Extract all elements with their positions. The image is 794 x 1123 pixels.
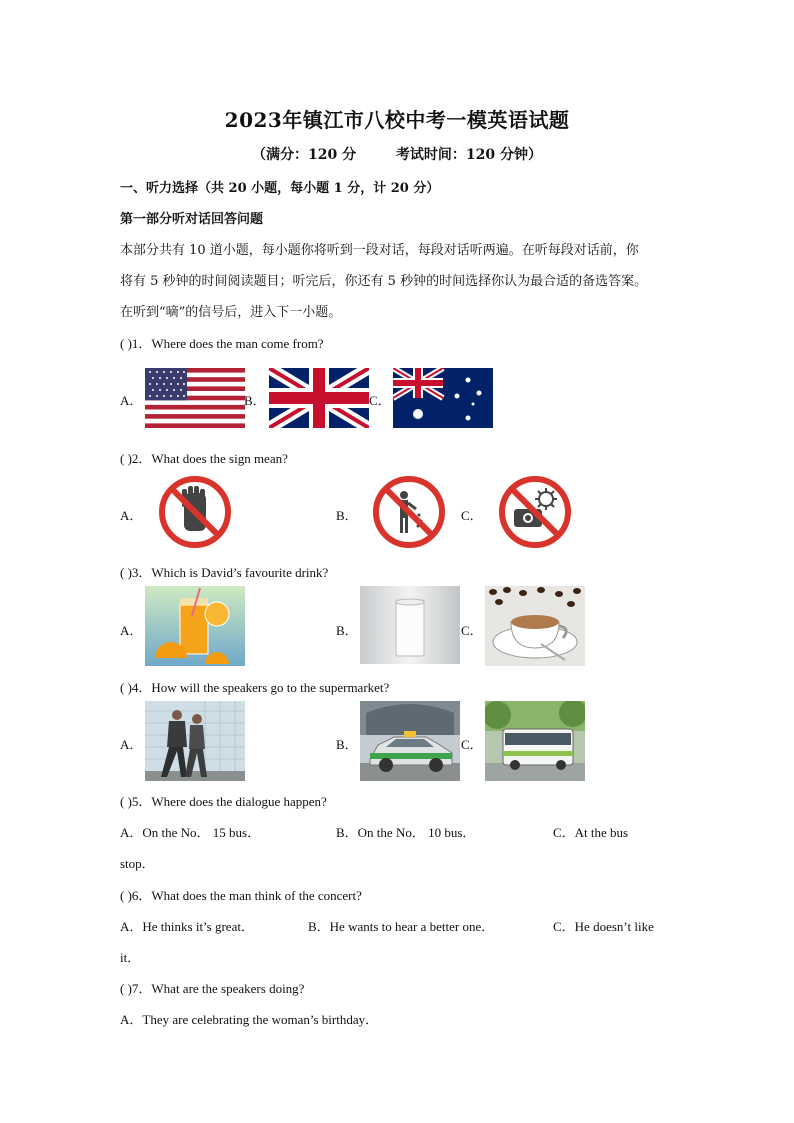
instruction-line: 将有 5 秒钟的时间阅读题目；听完后，你还有 5 秒钟的时间选择你认为最合适的备选答案。 xyxy=(120,274,648,289)
option-a-label: A． xyxy=(120,623,143,638)
question-text: ( )7．What are the speakers doing? xyxy=(120,981,305,996)
option-a-label: A． xyxy=(120,737,143,752)
instruction-line: 本部分共有 10 道小题，每小题你将听到一段对话，每段对话听两遍。在听每段对话前，你 xyxy=(120,243,639,258)
option-b: B．On the No． 10 bus． xyxy=(336,825,476,840)
time-info: 考试时间：120 分钟） xyxy=(395,147,542,163)
option-b-label: B． xyxy=(336,623,358,638)
option-a: A．He thinks it’s great． xyxy=(120,919,254,934)
option-c-continuation: stop． xyxy=(120,856,155,871)
question-text: ( )3．Which is David’s favourite drink? xyxy=(120,565,329,580)
option-c: C．He doesn’t like xyxy=(553,919,654,934)
australia-flag-image xyxy=(393,368,493,428)
usa-flag-image xyxy=(145,368,245,428)
question-text: ( )6．What does the man think of the concert? xyxy=(120,888,362,903)
option-c: C．At the bus xyxy=(553,825,629,840)
option-c-label: C． xyxy=(461,737,483,752)
part-heading: 第一部分听对话回答问题 xyxy=(120,212,264,227)
option-a: A．On the No． 15 bus． xyxy=(120,825,261,840)
bus-image xyxy=(485,701,585,781)
option-c-label: C． xyxy=(369,393,391,408)
question-text: ( )4．How will the speakers go to the supermarket? xyxy=(120,680,390,695)
no-littering-sign-image xyxy=(372,475,446,549)
option-a-label: A． xyxy=(120,393,143,408)
no-touching-sign-image xyxy=(158,475,232,549)
taxi-image xyxy=(360,701,460,781)
option-c-label: C． xyxy=(461,623,483,638)
walking-people-image xyxy=(145,701,245,781)
no-photography-sign-image xyxy=(498,475,572,549)
section-heading: 一、听力选择（共 20 小题，每小题 1 分，计 20 分） xyxy=(120,181,440,196)
coffee-image xyxy=(485,586,585,666)
option-b: B．He wants to hear a better one． xyxy=(308,919,495,934)
question-text: ( )1．Where does the man come from? xyxy=(120,336,324,351)
exam-title: 2023年镇江市八校中考一模英语试题 xyxy=(224,108,570,132)
option-b-label: B． xyxy=(244,393,266,408)
milk-image xyxy=(360,586,460,664)
option-b-label: B． xyxy=(336,737,358,752)
instruction-line: 在听到“嘀”的信号后，进入下一小题。 xyxy=(120,305,342,320)
exam-subtitle xyxy=(0,144,794,164)
uk-flag-image xyxy=(269,368,369,428)
option-a-label: A． xyxy=(120,508,143,523)
option-b-label: B． xyxy=(336,508,358,523)
option-c-continuation: it． xyxy=(120,950,141,965)
option-c-label: C． xyxy=(461,508,483,523)
score-info: （满分：120 分 xyxy=(252,147,357,163)
question-text: ( )5．Where does the dialogue happen? xyxy=(120,794,327,809)
question-text: ( )2．What does the sign mean? xyxy=(120,451,288,466)
orange-juice-image xyxy=(145,586,245,666)
option-a: A．They are celebrating the woman’s birthday． xyxy=(120,1012,379,1027)
